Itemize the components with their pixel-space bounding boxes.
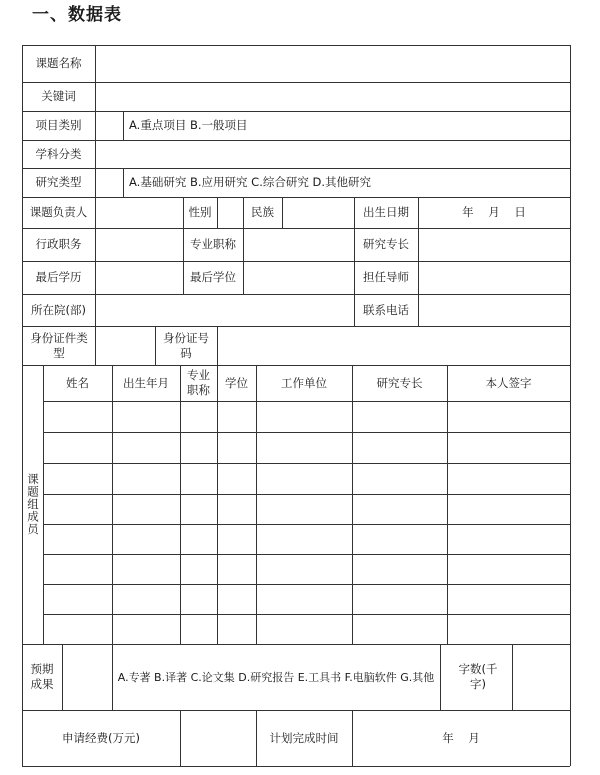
label-gender: 性别 (188, 205, 212, 219)
word-count-field[interactable] (513, 645, 570, 710)
section-title: 一、数据表 (32, 5, 122, 25)
label-funding: 申请经费(万元) (62, 730, 140, 745)
member-col-title: 专业职称 (187, 368, 210, 397)
member-col-specialty: 研究专长 (376, 375, 423, 390)
label-discipline: 学科分类 (35, 146, 82, 161)
label-professional-title: 专业职称 (190, 237, 236, 251)
member-col-degree: 学位 (225, 375, 248, 390)
supervisor-field[interactable] (419, 262, 570, 294)
label-department: 所在院(部) (31, 302, 86, 317)
label-planned-completion: 计划完成时间 (269, 730, 339, 745)
member-row[interactable] (44, 555, 570, 584)
member-row[interactable] (44, 464, 570, 494)
discipline-field[interactable] (96, 141, 570, 168)
label-leader: 课题负责人 (29, 205, 88, 219)
label-id-number: 身份证号码 (163, 330, 209, 360)
id-number-field[interactable] (218, 327, 570, 365)
member-row[interactable] (44, 433, 570, 463)
label-members-group: 课题组成员 (26, 473, 40, 536)
label-highest-degree: 最后学位 (190, 270, 236, 284)
label-research-type: 研究类型 (35, 175, 82, 189)
highest-degree-field[interactable] (244, 262, 354, 294)
research-type-field[interactable] (96, 169, 123, 197)
phone-field[interactable] (419, 295, 570, 326)
member-row[interactable] (44, 525, 570, 554)
ethnicity-field[interactable] (283, 198, 354, 228)
professional-title-field[interactable] (244, 229, 354, 261)
label-research-specialty: 研究专长 (363, 237, 409, 251)
department-field[interactable] (96, 295, 354, 326)
member-col-employer: 工作单位 (281, 375, 327, 390)
member-col-signature: 本人签字 (485, 375, 532, 390)
highest-education-field[interactable] (96, 262, 183, 294)
birth-date-field[interactable]: 年 月 日 (462, 205, 526, 219)
gender-field[interactable] (218, 198, 243, 228)
label-id-type: 身份证件类型 (30, 330, 88, 360)
member-col-name: 姓名 (66, 375, 89, 390)
research-specialty-field[interactable] (419, 229, 570, 261)
funding-field[interactable] (181, 711, 256, 766)
member-row[interactable] (44, 402, 570, 432)
keywords-field[interactable] (96, 83, 570, 111)
label-ethnicity: 民族 (251, 205, 274, 219)
label-keywords: 关键词 (41, 89, 76, 103)
label-supervisor: 担任导师 (363, 270, 409, 284)
label-birth-date: 出生日期 (363, 205, 409, 219)
completion-date-field[interactable]: 年 月 (442, 730, 480, 745)
member-row[interactable] (44, 495, 570, 524)
label-topic-name: 课题名称 (35, 56, 82, 70)
admin-position-field[interactable] (96, 229, 183, 261)
project-category-options: A.重点项目 B.一般项目 (129, 118, 248, 132)
label-project-category: 项目类别 (35, 118, 82, 132)
member-row[interactable] (44, 615, 570, 644)
member-row[interactable] (44, 585, 570, 614)
label-admin-position: 行政职务 (35, 237, 82, 251)
topic-name-field[interactable] (96, 46, 570, 82)
label-expected-results: 预期成果 (30, 662, 54, 691)
research-type-options: A.基础研究 B.应用研究 C.综合研究 D.其他研究 (129, 175, 372, 189)
label-word-count: 字数(千字) (458, 662, 498, 691)
label-phone: 联系电话 (363, 302, 409, 317)
expected-results-field[interactable] (63, 645, 112, 710)
expected-results-options: A.专著 B.译著 C.论文集 D.研究报告 E.工具书 F.电脑软件 G.其他 (117, 670, 435, 684)
leader-field[interactable] (96, 198, 183, 228)
project-category-field[interactable] (96, 112, 123, 140)
member-col-birth: 出生年月 (123, 375, 169, 390)
label-highest-education: 最后学历 (35, 270, 82, 284)
id-type-field[interactable] (96, 327, 155, 365)
